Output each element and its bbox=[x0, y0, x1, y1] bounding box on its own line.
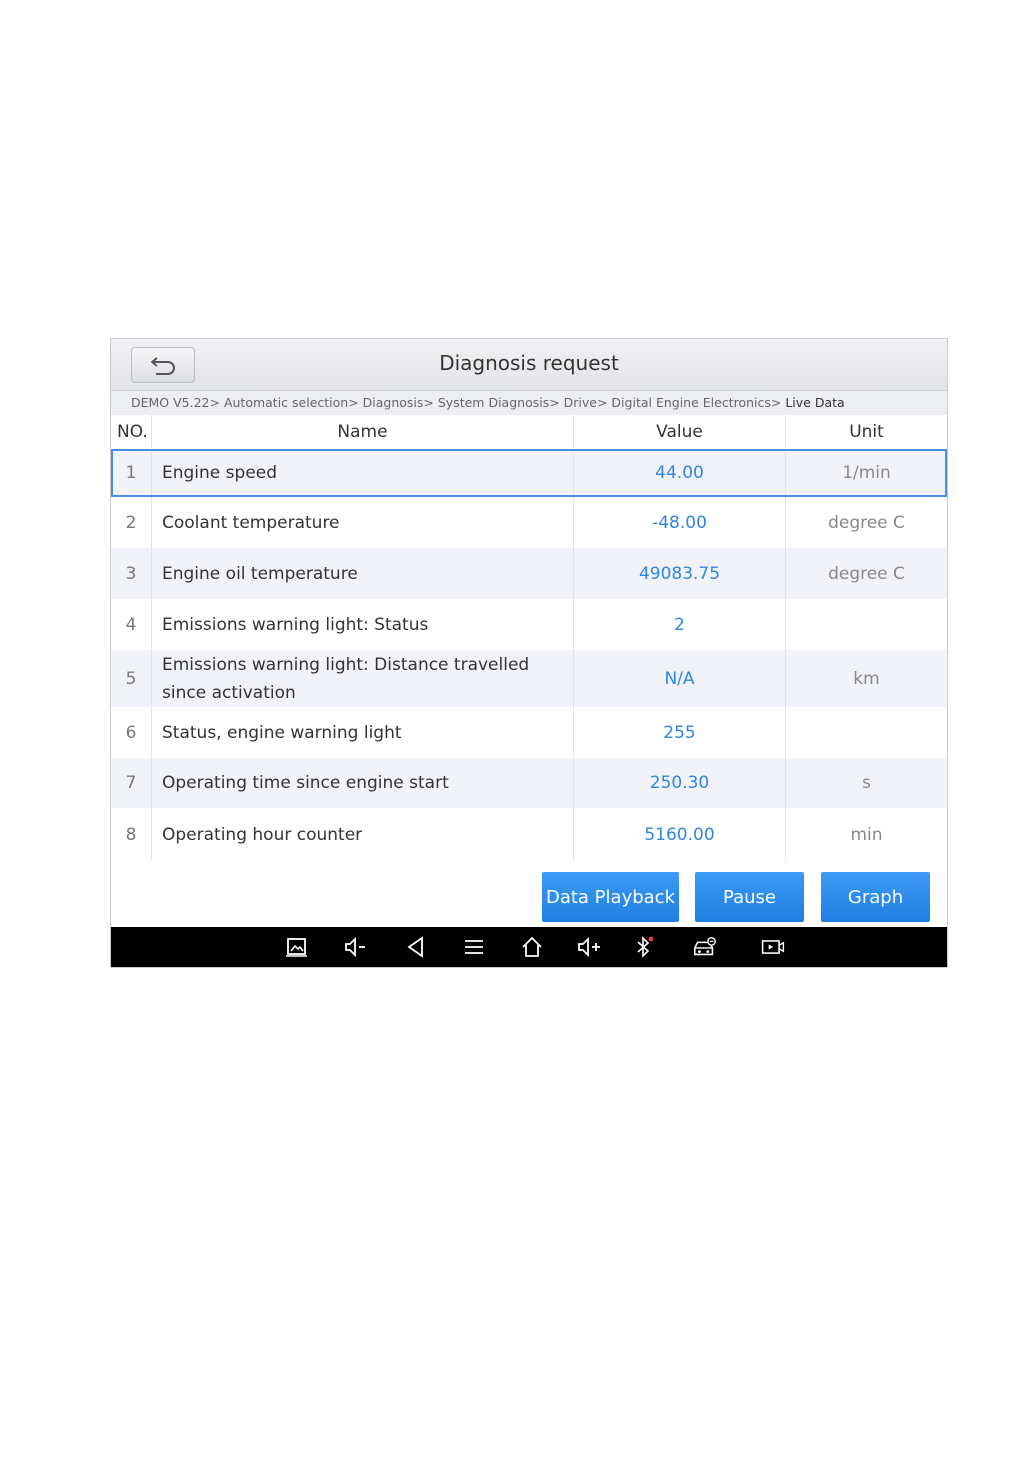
row-name: Operating hour counter bbox=[152, 808, 574, 861]
row-value: 255 bbox=[574, 707, 786, 758]
title-bar bbox=[111, 339, 947, 391]
table-row[interactable] bbox=[111, 758, 947, 808]
row-value: 2 bbox=[574, 599, 786, 650]
row-name: Engine speed bbox=[152, 449, 574, 497]
diagnosis-screen bbox=[111, 339, 947, 967]
row-unit: km bbox=[853, 668, 880, 689]
menu-icon[interactable] bbox=[461, 935, 487, 959]
column-header-value: Value bbox=[574, 415, 786, 448]
system-nav-bar bbox=[111, 927, 947, 967]
row-value: 250.30 bbox=[574, 758, 786, 808]
graph-button[interactable]: Graph bbox=[821, 872, 930, 922]
table-row[interactable] bbox=[111, 449, 947, 497]
breadcrumb-path: DEMO V5.22> Automatic selection> Diagnosis> System Diagnosis> Drive> Digital Engine Electronics> bbox=[131, 395, 786, 410]
column-header-no: NO. bbox=[111, 415, 152, 448]
row-number: 3 bbox=[111, 548, 152, 599]
row-number: 8 bbox=[111, 808, 152, 861]
row-number: 7 bbox=[111, 758, 152, 808]
volume-up-icon[interactable] bbox=[576, 935, 602, 959]
row-name: Emissions warning light: Distance travelled since activation bbox=[152, 650, 574, 707]
row-unit bbox=[786, 707, 947, 758]
column-header-unit: Unit bbox=[849, 421, 884, 442]
row-value: 5160.00 bbox=[574, 808, 786, 861]
breadcrumb bbox=[111, 391, 947, 415]
row-number: 6 bbox=[111, 707, 152, 758]
table-row[interactable] bbox=[111, 497, 947, 548]
table-row[interactable] bbox=[111, 599, 947, 650]
table-row[interactable] bbox=[111, 650, 947, 707]
row-unit: 1/min bbox=[842, 463, 891, 483]
screenshot-icon[interactable] bbox=[284, 935, 310, 959]
row-unit: degree C bbox=[828, 563, 905, 584]
row-value: -48.00 bbox=[574, 497, 786, 548]
table-header bbox=[111, 415, 947, 448]
row-name: Emissions warning light: Status bbox=[152, 599, 574, 650]
column-header-name: Name bbox=[152, 415, 574, 448]
volume-down-icon[interactable] bbox=[343, 935, 369, 959]
bluetooth-icon[interactable] bbox=[631, 935, 657, 959]
pause-button[interactable]: Pause bbox=[695, 872, 804, 922]
table-row[interactable] bbox=[111, 707, 947, 758]
screen-record-icon[interactable] bbox=[760, 935, 786, 959]
data-playback-button[interactable]: Data Playback bbox=[542, 872, 679, 922]
vehicle-diagnosis-icon[interactable] bbox=[692, 935, 718, 959]
row-name: Status, engine warning light bbox=[152, 707, 574, 758]
row-unit bbox=[786, 599, 947, 650]
table-row[interactable] bbox=[111, 548, 947, 599]
page-title: Diagnosis request bbox=[439, 351, 619, 375]
table-row[interactable] bbox=[111, 808, 947, 861]
row-name: Engine oil temperature bbox=[152, 548, 574, 599]
row-unit: min bbox=[850, 824, 883, 845]
home-icon[interactable] bbox=[519, 935, 545, 959]
row-unit: degree C bbox=[828, 512, 905, 533]
action-bar bbox=[111, 861, 947, 927]
row-number: 1 bbox=[111, 449, 152, 497]
row-number: 2 bbox=[111, 497, 152, 548]
row-number: 4 bbox=[111, 599, 152, 650]
breadcrumb-current: Live Data bbox=[785, 395, 845, 410]
back-icon[interactable] bbox=[403, 935, 429, 959]
row-value: N/A bbox=[574, 650, 786, 707]
row-name: Operating time since engine start bbox=[152, 758, 574, 808]
row-number: 5 bbox=[111, 650, 152, 707]
row-unit: s bbox=[862, 773, 871, 793]
row-name: Coolant temperature bbox=[152, 497, 574, 548]
live-data-list[interactable] bbox=[111, 449, 947, 861]
row-value: 44.00 bbox=[574, 449, 786, 497]
row-value: 49083.75 bbox=[574, 548, 786, 599]
